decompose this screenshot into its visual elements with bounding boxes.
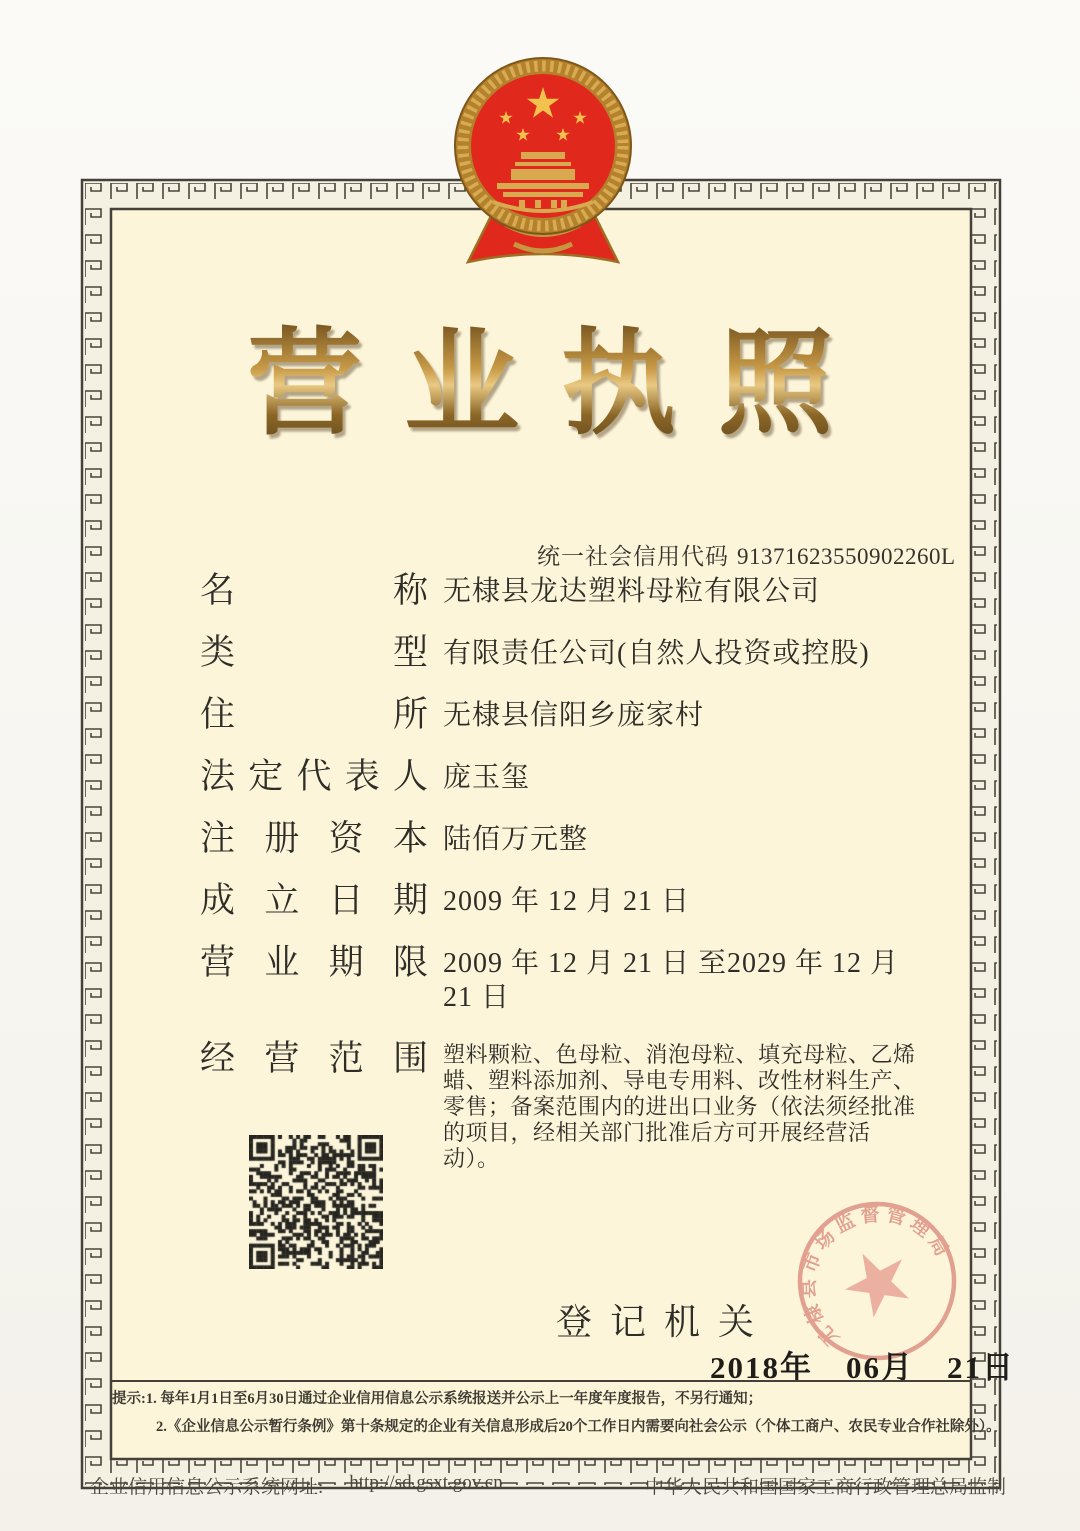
fields [200,572,920,1197]
credit-code-value: 91371623550902260L [737,544,956,569]
field-value: 无棣县龙达塑料母粒有限公司 [443,576,821,607]
producer-caption: 中华人民共和国国家工商行政管理总局监制 [644,1477,1006,1498]
note-line: 提示:1. 每年1月1日至6月30日通过企业信用信息公示系统报送并公示上一年度年度报告，不另行通知； [112,1391,763,1407]
website-label: 企业信用信息公示系统网址: [90,1477,324,1498]
issue-date: 2018年 06月 21日 [710,1350,1015,1385]
field-label: 营 业 期 限 [200,943,428,982]
field-value: 2009 年 12 月 21 日 至2029 年 12 月 21 日 [443,948,900,1013]
field-row [200,634,920,671]
field-label: 注 册 资 本 [200,819,428,858]
field-value: 陆佰万元整 [443,824,589,855]
field-row [200,820,920,857]
registrar-label: 登记机关 [556,1302,773,1342]
field-value: 无棣县信阳乡庞家村 [443,700,705,731]
credit-code-label: 统一社会信用代码 [537,544,729,569]
note-line: 2.《企业信息公示暂行条例》第十条规定的企业有关信息形成后20个工作日内需要向社会公示（个体工商户、农民专业合作社除外）。 [156,1419,1001,1435]
field-row [200,696,920,733]
website-caption [90,1472,503,1499]
qr-code [249,1135,383,1269]
seal-star [834,1238,920,1323]
field-row [200,572,920,609]
field-row [200,882,920,919]
field-label: 法 定 代 表 人 [200,757,428,796]
field-label: 类 型 [200,633,428,672]
field-value: 庞玉玺 [443,762,531,793]
field-value: 有限责任公司(自然人投资或控股) [443,638,870,669]
field-label: 经 营 范 围 [200,1039,428,1078]
credit-code-line [537,538,956,571]
field-label: 住 所 [200,695,428,734]
field-value: 2009 年 12 月 21 日 [443,886,691,917]
seal-text: 无棣县市场监督管理局 [798,1203,955,1350]
website-url: http://sd.gsxt.gov.cn [349,1472,503,1493]
footer [90,1472,1006,1499]
notes [112,1380,1001,1445]
field-row [200,944,920,1015]
field-label: 名 称 [200,571,428,610]
field-row [200,758,920,795]
china-national-emblem [448,52,638,270]
license-title: 营业执照 [0,316,1080,454]
field-value: 塑料颗粒、色母粒、消泡母粒、填充母粒、乙烯蜡、塑料添加剂、导电专用料、改性材料生产、零售；备案范围内的进出口业务（依法须经批准的项目，经相关部门批准后方可开展经营活动）。 [443,1042,916,1171]
field-label: 成 立 日 期 [200,881,428,920]
